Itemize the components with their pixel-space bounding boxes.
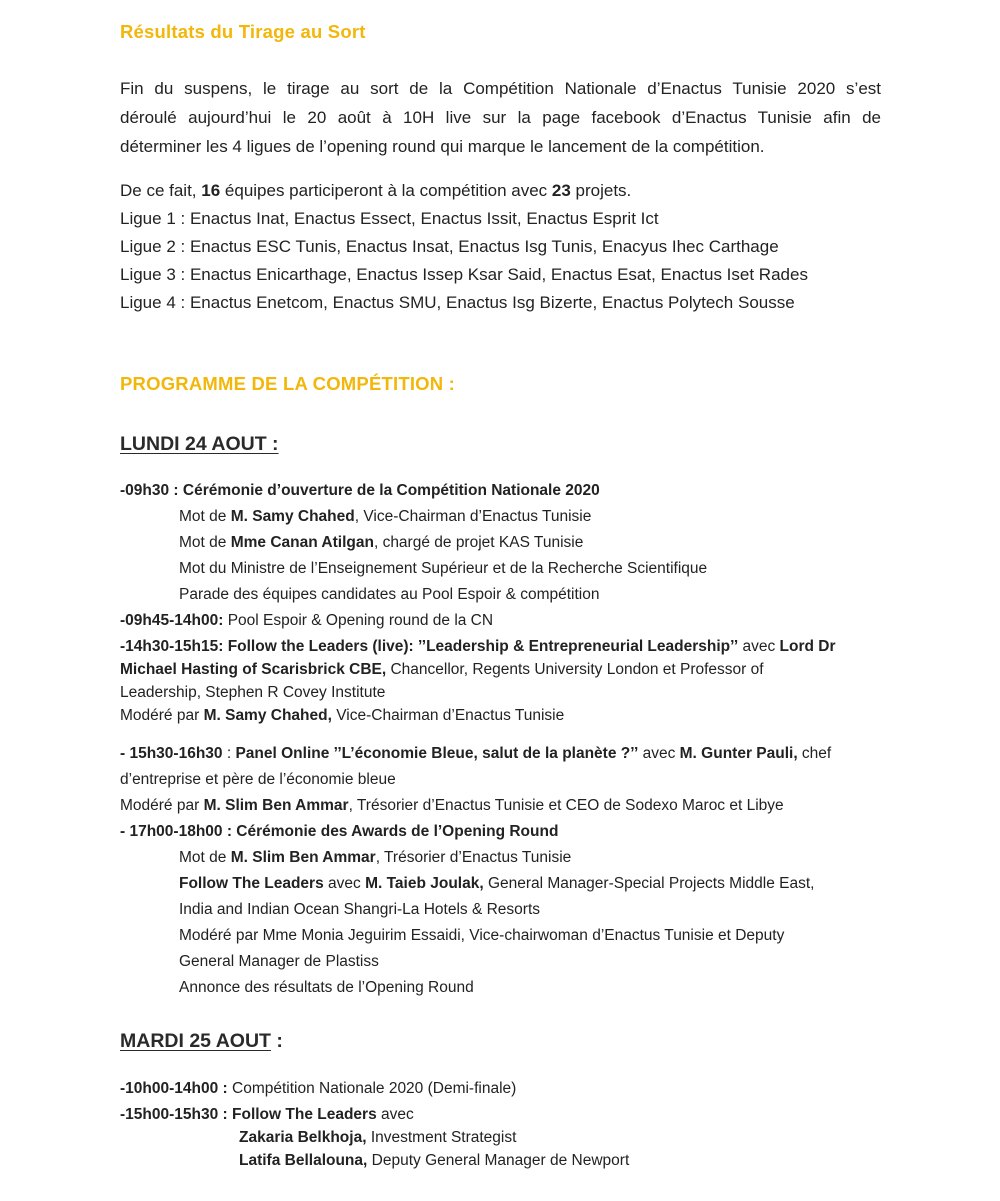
awards-follow-heading: Follow The Leaders bbox=[179, 875, 324, 892]
follow1-avec: avec bbox=[738, 638, 780, 655]
summary-post: projets. bbox=[570, 181, 632, 200]
opening-speech-1-pre: Mot de bbox=[179, 508, 231, 525]
intro-line-3: déterminer les 4 ligues de l’opening round qui marque le lancement de la compétition. bbox=[120, 137, 765, 156]
speaker-2-name: Latifa Bellalouna, bbox=[239, 1152, 368, 1169]
opening-speech-1-post: , Vice-Chairman d’Enactus Tunisie bbox=[354, 508, 592, 525]
panel-post: chef bbox=[797, 745, 832, 762]
awards-line bbox=[120, 819, 558, 845]
panel-title: Panel Online ’’L’économie Bleue, salut de la planète ?’’ bbox=[235, 745, 639, 762]
follow1-line-3: Leadership, Stephen R Covey Institute bbox=[120, 684, 386, 701]
panel-moderator bbox=[120, 793, 784, 819]
follow1-mod-pre: Modéré par bbox=[120, 707, 204, 724]
awards-follow-speaker: M. Taieb Joulak, bbox=[365, 875, 484, 892]
league-2: Ligue 2 : Enactus ESC Tunis, Enactus Insat, Enactus Isg Tunis, Enacyus Ihec Carthage bbox=[120, 237, 779, 256]
follow1-mod-post: Vice-Chairman d’Enactus Tunisie bbox=[331, 707, 565, 724]
day1-title-text: LUNDI 24 AOUT : bbox=[120, 433, 279, 455]
opening-speech-2 bbox=[179, 530, 583, 556]
awards-follow-line-1 bbox=[179, 871, 814, 897]
opening-speech-2-post: , chargé de projet KAS Tunisie bbox=[373, 534, 584, 551]
follow1-speaker-start: Lord Dr bbox=[779, 638, 836, 655]
panel-mod-post: , Trésorier d’Enactus Tunisie et CEO de Sodexo Maroc et Libye bbox=[348, 797, 784, 814]
intro-line-1: Fin du suspens, le tirage au sort de la Compétition Nationale d’Enactus Tunisie 2020 s’est bbox=[120, 79, 881, 98]
panel-mod-pre: Modéré par bbox=[120, 797, 204, 814]
awards-moderator-line-1: Modéré par Mme Monia Jeguirim Essaidi, Vice-chairwoman d’Enactus Tunisie et Deputy bbox=[179, 927, 785, 944]
intro-line-2: déroulé aujourd’hui le 20 août à 10H live sur la page facebook d’Enactus Tunisie afin de bbox=[120, 108, 881, 127]
follow2-time: -15h00-15h30 : bbox=[120, 1106, 228, 1123]
pool-time: -09h45-14h00: bbox=[120, 612, 224, 629]
opening-speech-1-name: M. Samy Chahed bbox=[230, 508, 355, 525]
panel-line-2: d’entreprise et père de l’économie bleue bbox=[120, 771, 396, 788]
league-3: Ligue 3 : Enactus Enicarthage, Enactus Issep Ksar Said, Enactus Esat, Enactus Iset Rades bbox=[120, 265, 808, 284]
speaker-2 bbox=[239, 1149, 629, 1172]
results-title: Résultats du Tirage au Sort bbox=[120, 21, 366, 42]
follow1-moderator bbox=[120, 704, 564, 727]
league-4: Ligue 4 : Enactus Enetcom, Enactus SMU, Enactus Isg Bizerte, Enactus Polytech Sousse bbox=[120, 293, 795, 312]
day1-title bbox=[120, 433, 279, 456]
panel-speaker: M. Gunter Pauli, bbox=[679, 745, 798, 762]
follow2-line bbox=[120, 1103, 414, 1126]
opening-speech-2-pre: Mot de bbox=[179, 534, 231, 551]
speaker-1 bbox=[239, 1126, 516, 1149]
awards-speech-name: M. Slim Ben Ammar bbox=[230, 849, 376, 866]
awards-speech-post: , Trésorier d’Enactus Tunisie bbox=[375, 849, 572, 866]
follow1-line-2 bbox=[120, 658, 764, 681]
awards-speech bbox=[179, 845, 571, 871]
summary-pre: De ce fait, bbox=[120, 181, 202, 200]
opening-time bbox=[120, 478, 600, 504]
follow1-mod-name: M. Samy Chahed, bbox=[203, 707, 332, 724]
panel-sep: : bbox=[222, 745, 236, 762]
semi-time: -10h00-14h00 : bbox=[120, 1080, 228, 1097]
league-1: Ligue 1 : Enactus Inat, Enactus Essect, Enactus Issit, Enactus Esprit Ict bbox=[120, 209, 659, 228]
awards-heading: - 17h00-18h00 : Cérémonie des Awards de l’Opening Round bbox=[120, 823, 559, 840]
follow1-line-1 bbox=[120, 635, 836, 658]
panel-time: - 15h30-16h30 bbox=[120, 745, 223, 762]
day2-title-colon: : bbox=[270, 1030, 283, 1052]
awards-follow-line-2: India and Indian Ocean Shangri-La Hotels & Resorts bbox=[179, 901, 541, 918]
day2-title bbox=[120, 1030, 283, 1053]
awards-speech-pre: Mot de bbox=[179, 849, 231, 866]
awards-announce: Annonce des résultats de l’Opening Round bbox=[179, 979, 474, 996]
awards-follow-role: General Manager-Special Projects Middle East, bbox=[483, 875, 815, 892]
semi-text: Compétition Nationale 2020 (Demi-finale) bbox=[227, 1080, 517, 1097]
opening-speech-1 bbox=[179, 504, 591, 530]
follow1-heading: -14h30-15h15: Follow the Leaders (live): ’’Leadership & Entrepreneurial Leadership’’ bbox=[120, 638, 739, 655]
pool-line bbox=[120, 608, 493, 634]
speaker-1-name: Zakaria Belkhoja, bbox=[239, 1129, 367, 1146]
panel-line-1 bbox=[120, 741, 831, 767]
summary-mid: équipes participeront à la compétition avec bbox=[220, 181, 552, 200]
follow1-speaker-name: Michael Hasting of Scarisbrick CBE, bbox=[120, 661, 387, 678]
panel-mod-name: M. Slim Ben Ammar bbox=[203, 797, 349, 814]
follow2-heading: Follow The Leaders bbox=[227, 1106, 377, 1123]
day2-title-text: MARDI 25 AOUT bbox=[120, 1030, 271, 1052]
programme-title: PROGRAMME DE LA COMPÉTITION : bbox=[120, 373, 456, 394]
opening-heading: -09h30 : Cérémonie d’ouverture de la Compétition Nationale 2020 bbox=[120, 482, 600, 499]
projects-count: 23 bbox=[551, 181, 571, 200]
speaker-2-role: Deputy General Manager de Newport bbox=[367, 1152, 630, 1169]
awards-moderator-line-2: General Manager de Plastiss bbox=[179, 953, 379, 970]
pool-text: Pool Espoir & Opening round de la CN bbox=[223, 612, 494, 629]
teams-count: 16 bbox=[201, 181, 221, 200]
semi-line bbox=[120, 1077, 516, 1100]
opening-speech-3: Mot du Ministre de l’Enseignement Supérieur et de la Recherche Scientifique bbox=[179, 560, 708, 577]
opening-parade: Parade des équipes candidates au Pool Espoir & compétition bbox=[179, 586, 600, 603]
speaker-1-role: Investment Strategist bbox=[366, 1129, 517, 1146]
panel-avec: avec bbox=[638, 745, 680, 762]
awards-follow-avec: avec bbox=[323, 875, 366, 892]
follow2-avec: avec bbox=[376, 1106, 414, 1123]
opening-speech-2-name: Mme Canan Atilgan bbox=[230, 534, 374, 551]
follow1-speaker-role: Chancellor, Regents University London et Professor of bbox=[386, 661, 764, 678]
summary-line bbox=[120, 176, 631, 205]
